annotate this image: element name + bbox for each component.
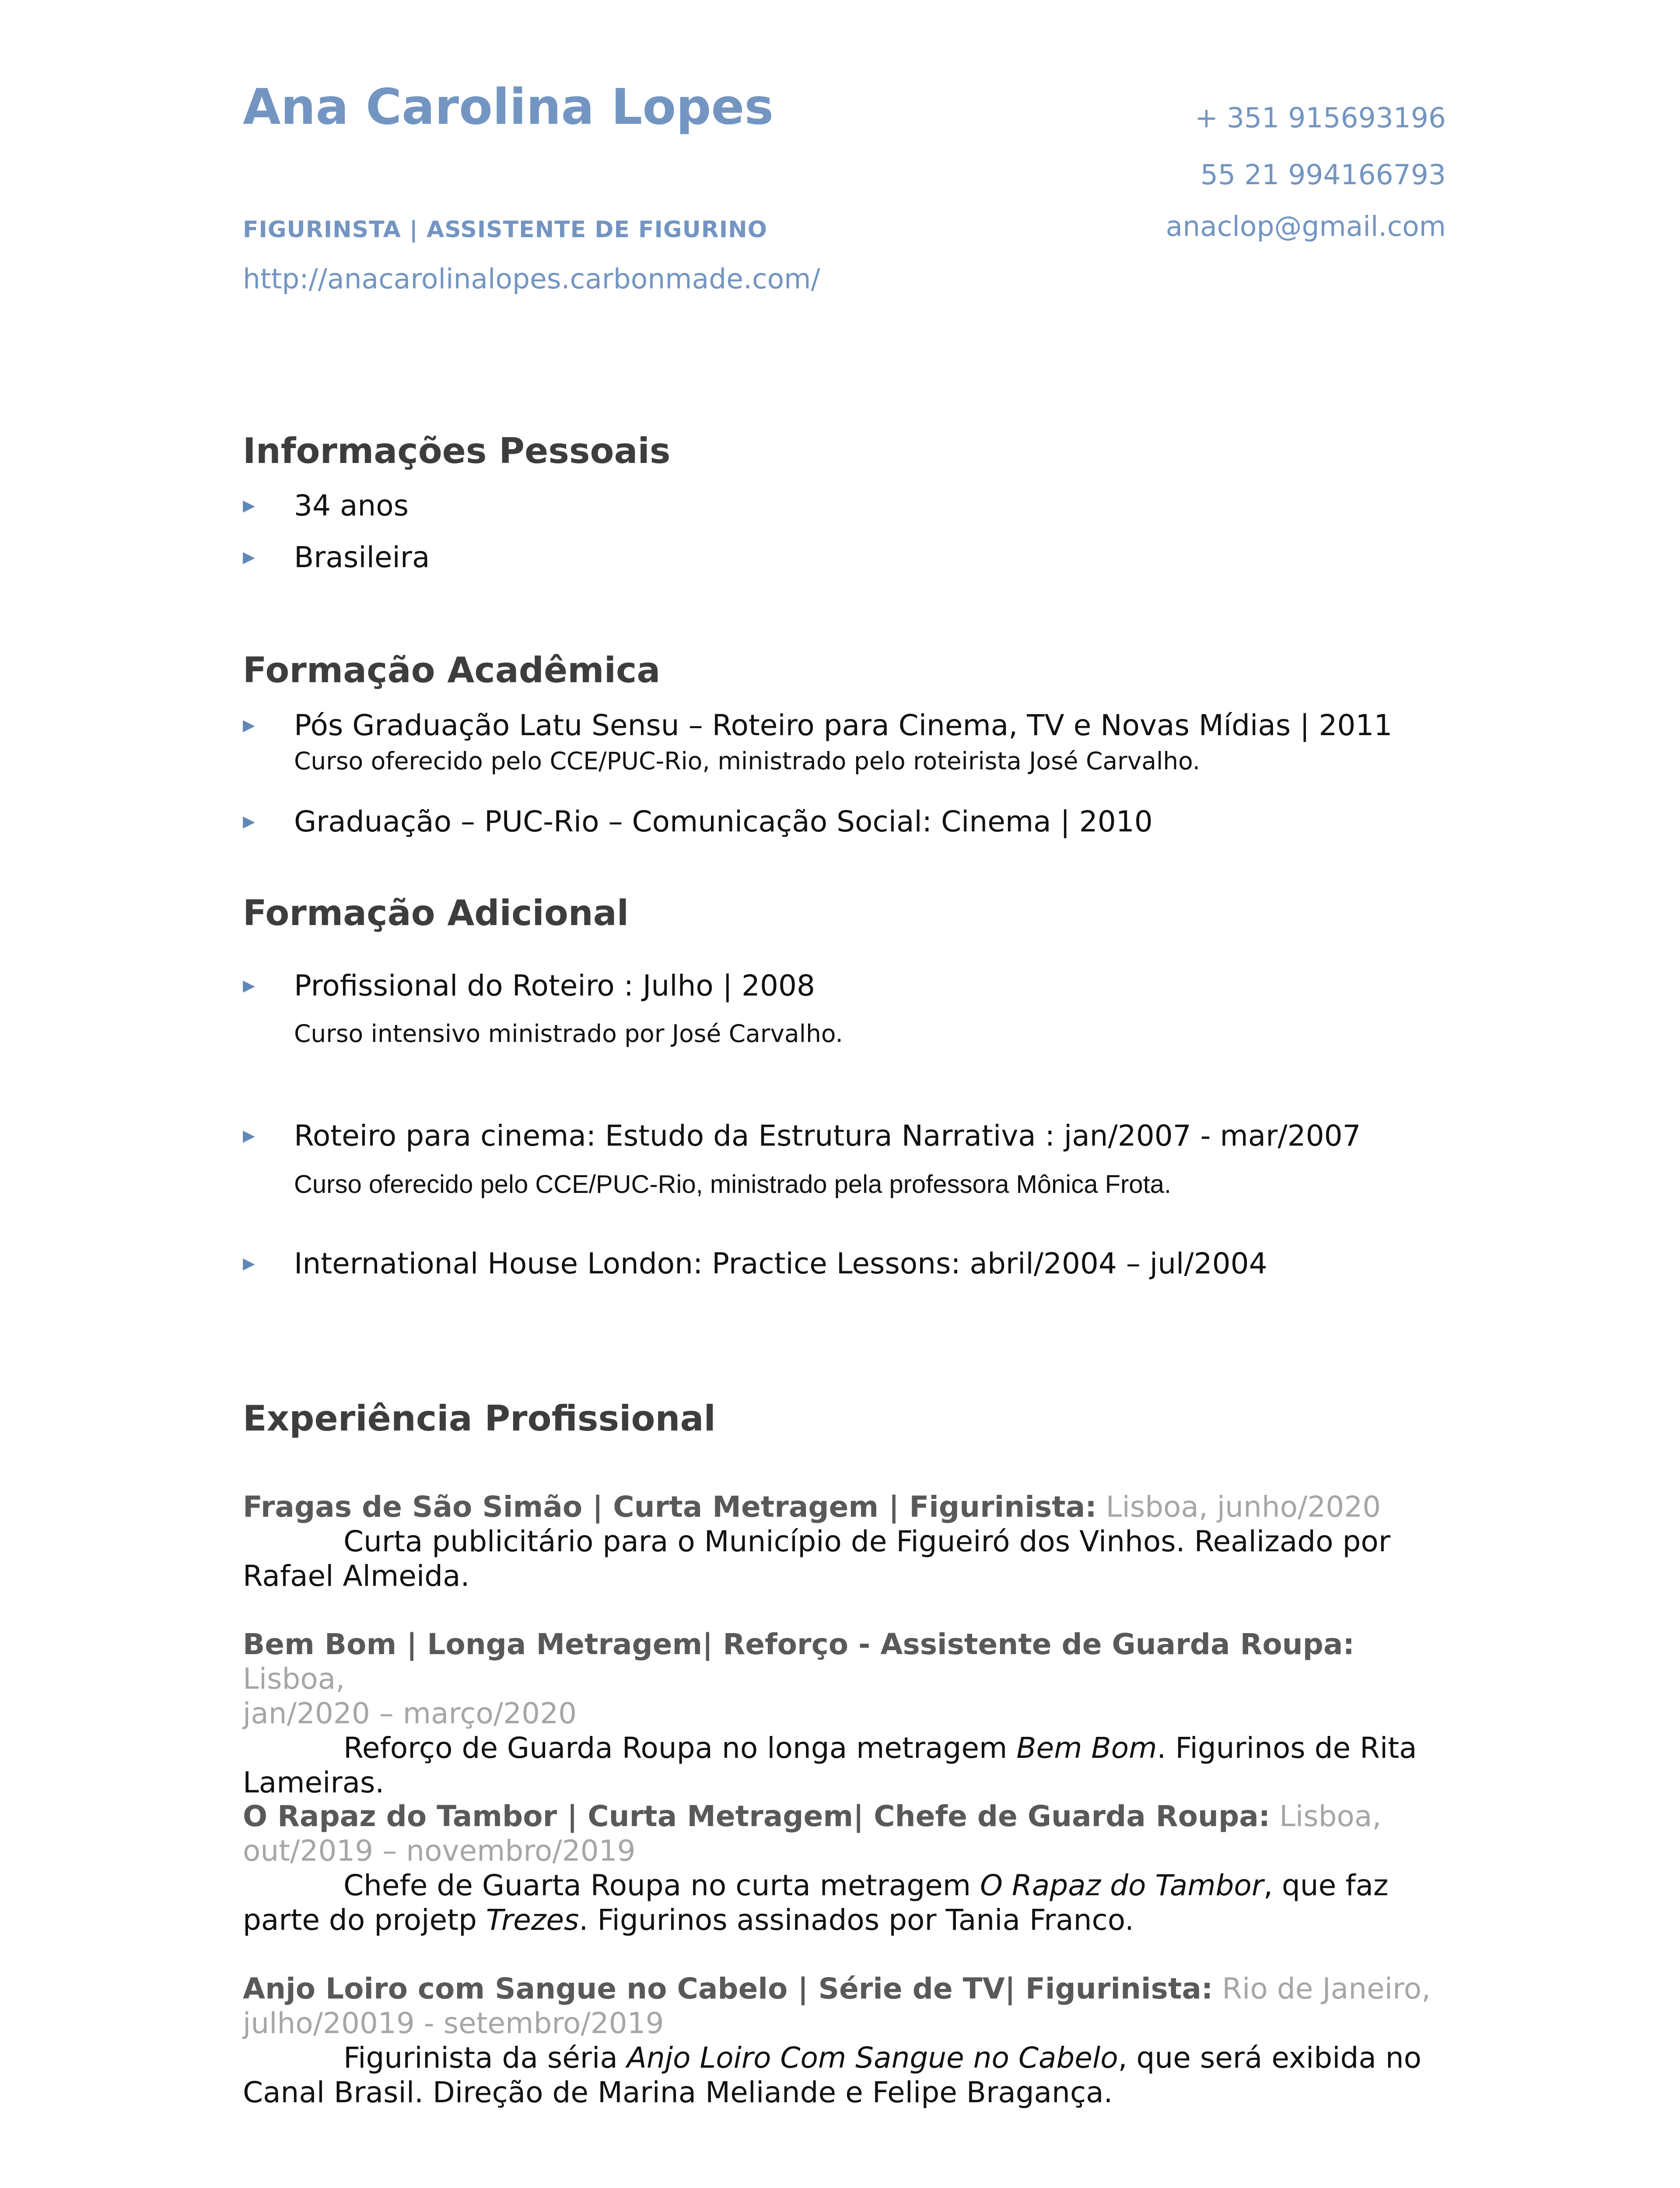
job-description-cont: Rafael Almeida. xyxy=(243,1559,470,1593)
job-description-tail: . Figurinos assinados por Tania Franco. xyxy=(579,1903,1134,1937)
job-location: Lisboa, xyxy=(1270,1799,1382,1833)
education-description: Curso oferecido pelo CCE/PUC-Rio, ministrado pelo roteirista José Carvalho. xyxy=(294,747,1200,775)
triangle-bullet-icon: ▶ xyxy=(243,977,255,995)
triangle-bullet-icon: ▶ xyxy=(243,716,255,734)
job-description-cont: Lameiras. xyxy=(243,1766,385,1799)
course-description: Curso intensivo ministrado por José Carvalho. xyxy=(294,1020,844,1048)
email-link[interactable]: anaclop@gmail.com xyxy=(1166,210,1446,242)
triangle-bullet-icon: ▶ xyxy=(243,813,255,831)
job-description-tail: , que faz xyxy=(1263,1869,1389,1902)
job-description-cont: Canal Brasil. Direção de Marina Meliande e Felipe Bragança. xyxy=(243,2076,1113,2109)
job-description-tail: , que será exibida no xyxy=(1118,2041,1421,2075)
section-heading-education: Formação Acadêmica xyxy=(243,650,661,691)
section-heading-personal: Informações Pessoais xyxy=(243,431,671,471)
job-title: FIGURINSTA | ASSISTENTE DE FIGURINO xyxy=(243,217,767,243)
experience-entry xyxy=(243,1971,1450,2110)
job-title: Fragas de São Simão | Curta Metragem | Figurinista: xyxy=(243,1490,1097,1524)
education-title: Graduação – PUC-Rio – Comunicação Social: Cinema | 2010 xyxy=(294,805,1153,838)
job-description: Curta publicitário para o Município de Figueiró dos Vinhos. Realizado por xyxy=(343,1525,1390,1558)
experience-entry xyxy=(243,1627,1450,1800)
production-title: Anjo Loiro Com Sangue no Cabelo xyxy=(626,2041,1118,2075)
personal-nationality: Brasileira xyxy=(294,540,430,574)
job-title: O Rapaz do Tambor | Curta Metragem| Chefe de Guarda Roupa: xyxy=(243,1799,1270,1833)
job-location: Lisboa, xyxy=(243,1662,345,1696)
course-title: Roteiro para cinema: Estudo da Estrutura Narrativa : jan/2007 - mar/2007 xyxy=(294,1119,1361,1153)
triangle-bullet-icon: ▶ xyxy=(243,497,255,515)
course-title: International House London: Practice Lessons: abril/2004 – jul/2004 xyxy=(294,1247,1267,1280)
job-description: Chefe de Guarta Roupa no curta metragem xyxy=(343,1869,980,1902)
phone-portugal: + 351 915693196 xyxy=(1195,102,1446,134)
project-title: Trezes xyxy=(486,1903,579,1937)
job-date: julho/20019 - setembro/2019 xyxy=(243,2006,664,2040)
triangle-bullet-icon: ▶ xyxy=(243,1255,255,1273)
candidate-name: Ana Carolina Lopes xyxy=(243,79,774,136)
personal-age: 34 anos xyxy=(294,489,409,522)
triangle-bullet-icon: ▶ xyxy=(243,1127,255,1145)
job-location-date: Lisboa, junho/2020 xyxy=(1096,1490,1381,1524)
job-description-tail: . Figurinos de Rita xyxy=(1157,1731,1417,1765)
job-description: Figurinista da séria xyxy=(343,2041,627,2075)
experience-entry xyxy=(243,1799,1450,1937)
job-location: Rio de Janeiro, xyxy=(1213,1972,1431,2006)
phone-brazil: 55 21 994166793 xyxy=(1200,159,1446,191)
course-description: Curso oferecido pelo CCE/PUC-Rio, ministrado pela professora Mônica Frota. xyxy=(294,1170,1172,1199)
job-date: jan/2020 – março/2020 xyxy=(243,1697,577,1730)
production-title: Bem Bom xyxy=(1016,1731,1157,1765)
course-title: Profissional do Roteiro : Julho | 2008 xyxy=(294,969,815,1003)
job-title: Bem Bom | Longa Metragem| Reforço - Assistente de Guarda Roupa: xyxy=(243,1627,1354,1661)
section-heading-additional: Formação Adicional xyxy=(243,893,629,933)
portfolio-link[interactable]: http://anacarolinalopes.carbonmade.com/ xyxy=(243,263,820,295)
job-description-cont: parte do projetp xyxy=(243,1903,486,1937)
experience-entry xyxy=(243,1490,1450,1593)
job-title: Anjo Loiro com Sangue no Cabelo | Série de TV| Figurinista: xyxy=(243,1972,1213,2006)
education-title: Pós Graduação Latu Sensu – Roteiro para Cinema, TV e Novas Mídias | 2011 xyxy=(294,708,1393,742)
job-date: out/2019 – novembro/2019 xyxy=(243,1834,636,1868)
section-heading-experience: Experiência Profissional xyxy=(243,1398,716,1439)
triangle-bullet-icon: ▶ xyxy=(243,548,255,566)
production-title: O Rapaz do Tambor xyxy=(980,1869,1264,1902)
job-description: Reforço de Guarda Roupa no longa metragem xyxy=(343,1731,1017,1765)
